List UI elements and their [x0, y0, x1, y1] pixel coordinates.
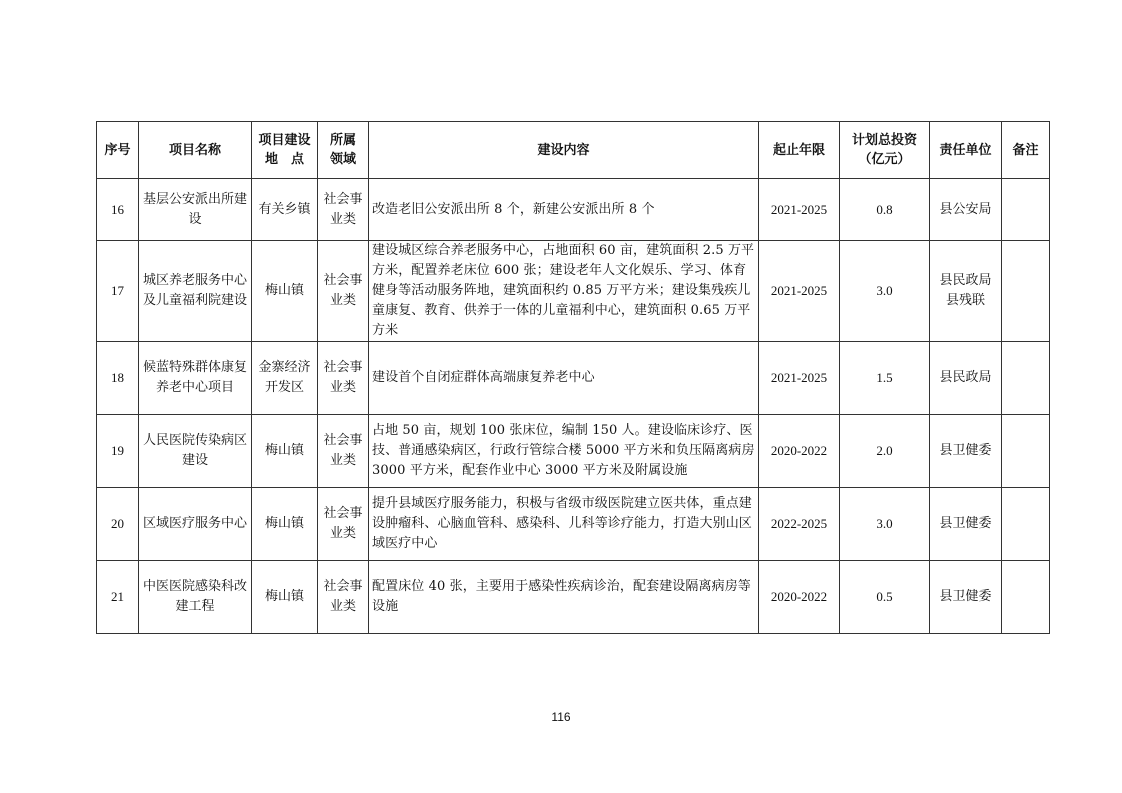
header-unit: 责任单位	[930, 122, 1002, 179]
cell-seq: 16	[97, 179, 139, 241]
header-investment	[840, 122, 930, 179]
cell-content: 提升县域医疗服务能力，积极与省级市级医院建立医共体，重点建设肿瘤科、心脑血管科、感染科、儿科等诊疗能力，打造大别山区域医疗中心	[369, 488, 759, 561]
cell-investment: 3.0	[840, 241, 930, 342]
cell-unit	[930, 342, 1002, 415]
cell-seq: 19	[97, 415, 139, 488]
cell-period: 2021-2025	[759, 342, 840, 415]
cell-unit-line1: 县卫健委	[939, 516, 992, 531]
cell-content: 配置床位 40 张，主要用于感染性疾病诊治，配套建设隔离病房等设施	[369, 561, 759, 634]
cell-note	[1002, 241, 1050, 342]
cell-note	[1002, 342, 1050, 415]
header-period: 起止年限	[759, 122, 840, 179]
header-domain	[318, 122, 369, 179]
cell-note	[1002, 179, 1050, 241]
cell-seq: 20	[97, 488, 139, 561]
cell-domain: 社会事业类	[318, 415, 369, 488]
cell-seq: 18	[97, 342, 139, 415]
header-investment-line2: （亿元）	[858, 152, 911, 167]
table-header-row	[97, 122, 1050, 179]
cell-unit	[930, 241, 1002, 342]
header-investment-line1: 计划总投资	[851, 133, 917, 148]
cell-domain: 社会事业类	[318, 241, 369, 342]
cell-seq: 21	[97, 561, 139, 634]
header-content: 建设内容	[369, 122, 759, 179]
cell-seq: 17	[97, 241, 139, 342]
cell-investment: 3.0	[840, 488, 930, 561]
cell-period: 2021-2025	[759, 241, 840, 342]
cell-investment: 0.8	[840, 179, 930, 241]
cell-note	[1002, 415, 1050, 488]
cell-period: 2021-2025	[759, 179, 840, 241]
cell-unit-line1: 县民政局	[939, 370, 992, 385]
cell-unit	[930, 561, 1002, 634]
cell-period: 2020-2022	[759, 415, 840, 488]
cell-domain: 社会事业类	[318, 179, 369, 241]
cell-investment: 1.5	[840, 342, 930, 415]
cell-unit	[930, 179, 1002, 241]
cell-unit	[930, 488, 1002, 561]
cell-location: 梅山镇	[252, 561, 318, 634]
cell-investment: 2.0	[840, 415, 930, 488]
header-domain-line2: 领域	[329, 152, 356, 167]
table-row	[97, 561, 1050, 634]
cell-investment: 0.5	[840, 561, 930, 634]
cell-domain: 社会事业类	[318, 342, 369, 415]
header-location-line1: 项目建设	[258, 133, 311, 148]
cell-domain: 社会事业类	[318, 488, 369, 561]
cell-location: 梅山镇	[252, 241, 318, 342]
cell-unit-line1: 县民政局	[939, 273, 992, 288]
table-row	[97, 342, 1050, 415]
cell-unit-line1: 县卫健委	[939, 443, 992, 458]
header-seq: 序号	[97, 122, 139, 179]
table-row	[97, 488, 1050, 561]
cell-unit-line2: 县残联	[945, 293, 985, 308]
cell-content: 建设首个自闭症群体高端康复养老中心	[369, 342, 759, 415]
cell-name: 基层公安派出所建设	[139, 179, 252, 241]
cell-name: 城区养老服务中心及儿童福利院建设	[139, 241, 252, 342]
cell-period: 2020-2022	[759, 561, 840, 634]
table-row	[97, 415, 1050, 488]
cell-location: 梅山镇	[252, 415, 318, 488]
cell-location: 梅山镇	[252, 488, 318, 561]
cell-unit-line1: 县公安局	[939, 201, 992, 217]
table-row	[97, 179, 1050, 241]
cell-unit-line1: 县卫健委	[939, 589, 992, 604]
header-name: 项目名称	[139, 122, 252, 179]
cell-note	[1002, 561, 1050, 634]
cell-name: 候蓝特殊群体康复养老中心项目	[139, 342, 252, 415]
header-note: 备注	[1002, 122, 1050, 179]
cell-period: 2022-2025	[759, 488, 840, 561]
cell-note	[1002, 488, 1050, 561]
cell-location: 金寨经济开发区	[252, 342, 318, 415]
header-domain-line1: 所属	[329, 133, 356, 148]
cell-content: 改造老旧公安派出所 8 个，新建公安派出所 8 个	[369, 179, 759, 241]
cell-name: 中医医院感染科改建工程	[139, 561, 252, 634]
page-number: 116	[551, 710, 571, 724]
cell-name: 人民医院传染病区建设	[139, 415, 252, 488]
cell-content: 占地 50 亩，规划 100 张床位，编制 150 人。建设临床诊疗、医技、普通感染病区，行政行管综合楼 5000 平方米和负压隔离病房 3000 平方米，配套作业中心 3000 平方米及附属设施	[369, 415, 759, 488]
header-location-line2: 地 点	[264, 152, 304, 167]
cell-domain: 社会事业类	[318, 561, 369, 634]
header-location	[252, 122, 318, 179]
cell-content: 建设城区综合养老服务中心，占地面积 60 亩，建筑面积 2.5 万平方米，配置养老床位 600 张；建设老年人文化娱乐、学习、体育健身等活动服务阵地，建筑面积约 0.85 万平方米；建设集残疾儿童康复、教育、供养于一体的儿童福利中心，建筑面积 0.65 万平方米	[369, 241, 759, 342]
project-table	[96, 121, 1050, 634]
table-row	[97, 241, 1050, 342]
cell-name: 区域医疗服务中心	[139, 488, 252, 561]
cell-unit	[930, 415, 1002, 488]
cell-location: 有关乡镇	[252, 179, 318, 241]
